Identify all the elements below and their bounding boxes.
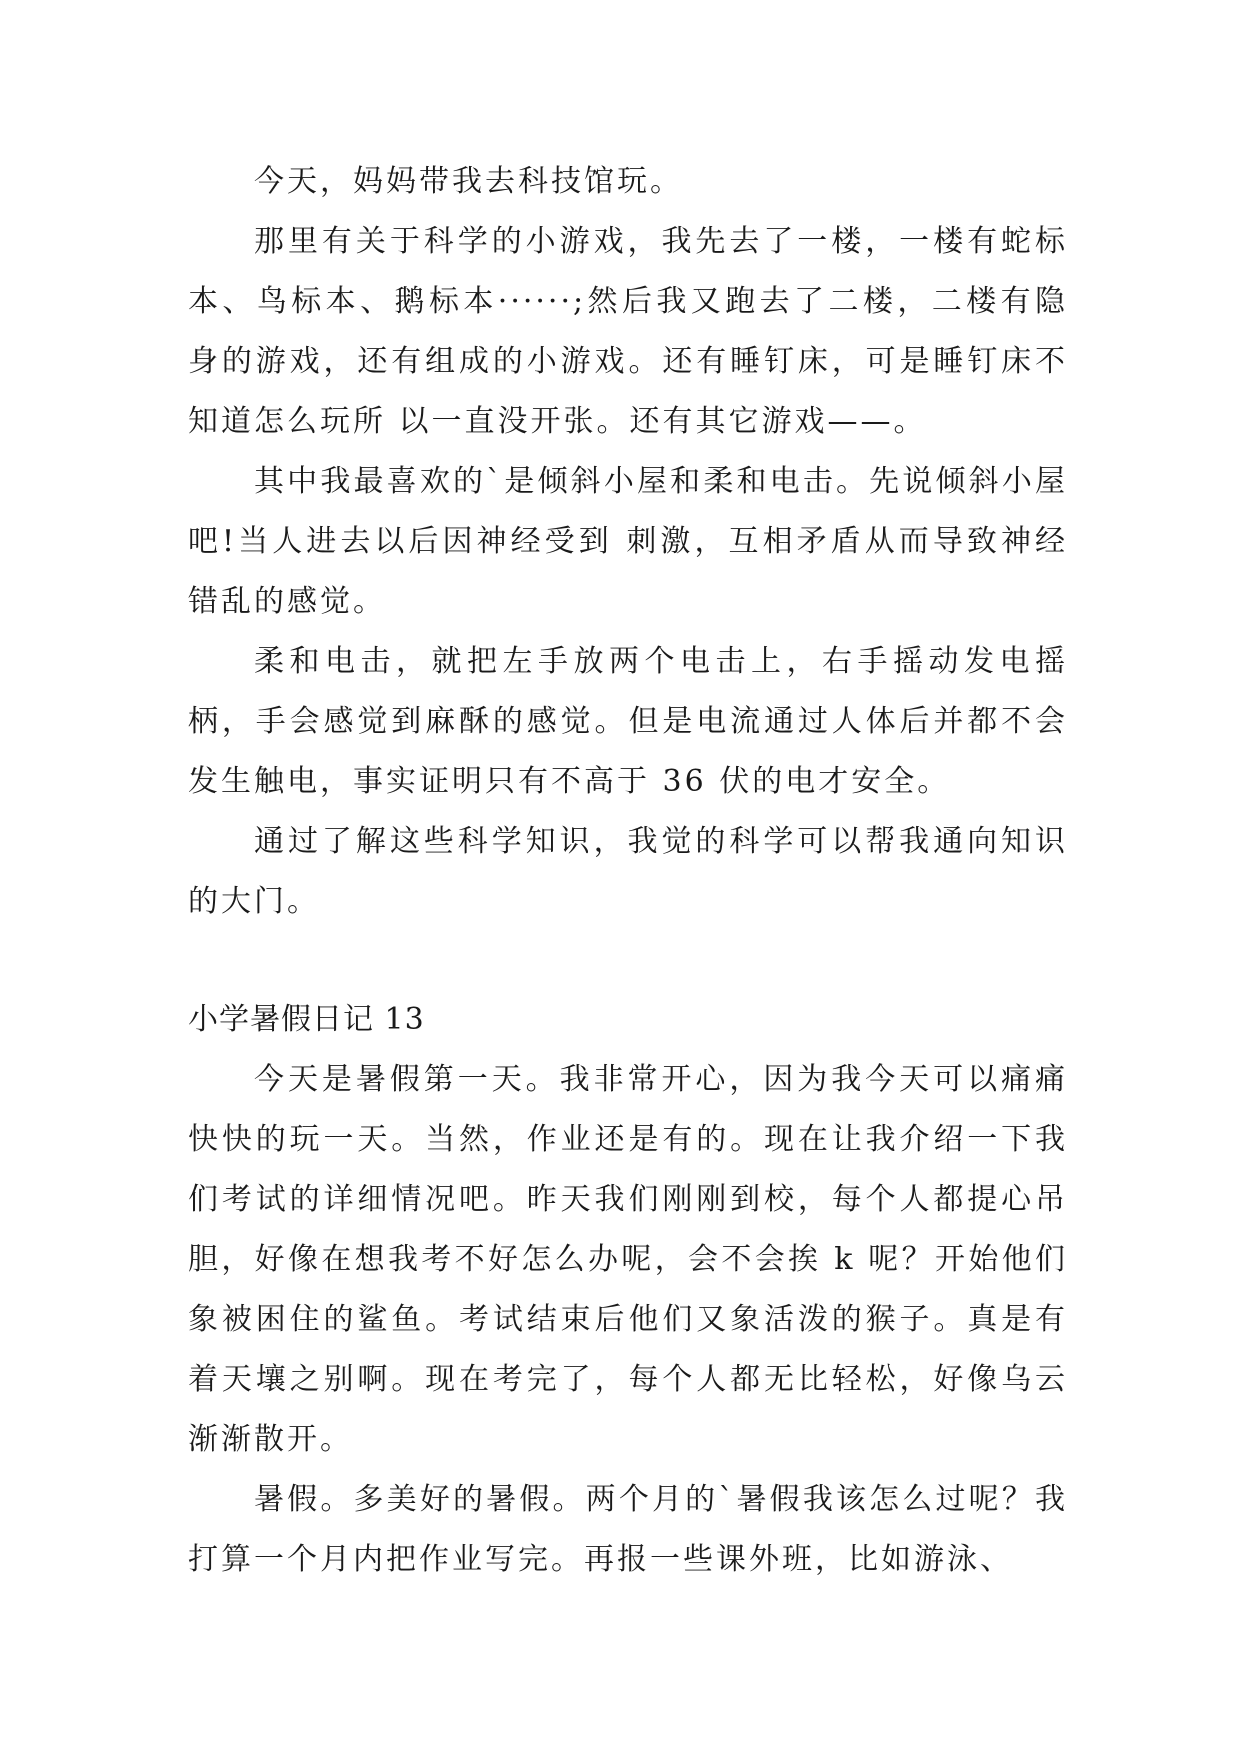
paragraph: 柔和电击，就把左手放两个电击上，右手摇动发电摇柄，手会感觉到麻酥的感觉。但是电流通过人体后并都不会发生触电，事实证明只有不高于 36 伏的电才安全。 — [188, 644, 1068, 799]
section-heading: 小学暑假日记 13 — [188, 1002, 425, 1037]
paragraph: 那里有关于科学的小游戏，我先去了一楼，一楼有蛇标本、鸟标本、鹅标本······;然后我又跑去了二楼，二楼有隐身的游戏，还有组成的小游戏。还有睡钉床，可是睡钉床不知道怎么玩所 以一直没开张。还有其它游戏——。 — [188, 224, 1068, 439]
paragraph: 今天是暑假第一天。我非常开心，因为我今天可以痛痛快快的玩一天。当然，作业还是有的。现在让我介绍一下我们考试的详细情况吧。昨天我们刚刚到校，每个人都提心吊胆，好像在想我考不好怎么办呢，会不会挨 k 呢？开始他们象被困住的鲨鱼。考试结束后他们又象活泼的猴子。真是有着天壤之别啊。现在考完了，每个人都无比轻松，好像乌云渐渐散开。 — [188, 1062, 1068, 1457]
paragraph: 其中我最喜欢的`是倾斜小屋和柔和电击。先说倾斜小屋吧!当人进去以后因神经受到 刺激，互相矛盾从而导致神经错乱的感觉。 — [188, 464, 1068, 619]
paragraph: 通过了解这些科学知识，我觉的科学可以帮我通向知识的大门。 — [188, 824, 1068, 919]
document-page — [188, 152, 1068, 1590]
paragraph: 暑假。多美好的暑假。两个月的`暑假我该怎么过呢？我打算一个月内把作业写完。再报一些课外班，比如游泳、 — [188, 1482, 1068, 1577]
paragraph: 今天，妈妈带我去科技馆玩。 — [254, 164, 683, 199]
